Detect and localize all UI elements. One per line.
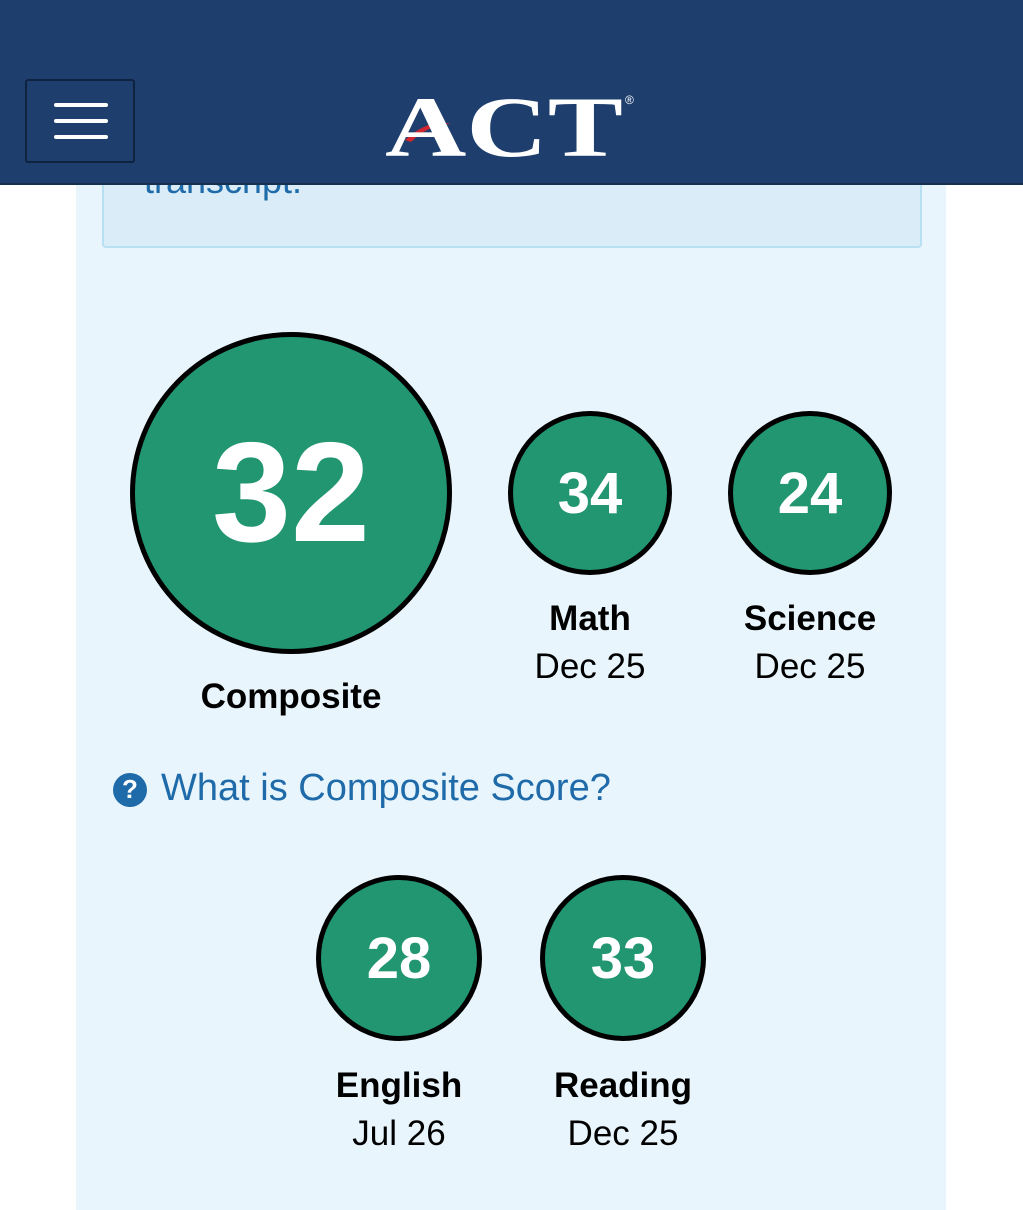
reading-date: Dec 25 <box>567 1114 679 1153</box>
composite-label: Composite <box>200 677 382 716</box>
help-link-text: What is Composite Score? <box>161 767 611 809</box>
english-date: Jul 26 <box>352 1114 446 1153</box>
reading-score-value: 33 <box>590 925 656 991</box>
english-label: English <box>335 1066 463 1105</box>
math-label: Math <box>549 599 631 638</box>
math-date: Dec 25 <box>534 647 646 686</box>
english-score-value: 28 <box>366 925 432 991</box>
math-score-circle <box>508 411 672 575</box>
composite-score-value: 32 <box>212 413 370 572</box>
composite-score-circle <box>130 332 452 654</box>
menu-button[interactable] <box>25 79 135 163</box>
act-logo[interactable] <box>383 84 643 164</box>
math-score-value: 34 <box>557 460 623 526</box>
composite-score-help-link[interactable] <box>113 767 611 810</box>
reading-label: Reading <box>553 1066 693 1105</box>
science-label: Science <box>743 599 877 638</box>
question-circle-icon: ? <box>113 773 147 807</box>
logo-text: ACT <box>385 84 623 164</box>
science-date: Dec 25 <box>754 647 866 686</box>
science-score-value: 24 <box>777 460 843 526</box>
reading-score-circle <box>540 875 706 1041</box>
logo-registered-mark: ® <box>625 93 634 107</box>
english-score-circle <box>316 875 482 1041</box>
header-divider <box>0 183 1023 185</box>
top-header <box>0 0 1023 185</box>
science-score-circle <box>728 411 892 575</box>
